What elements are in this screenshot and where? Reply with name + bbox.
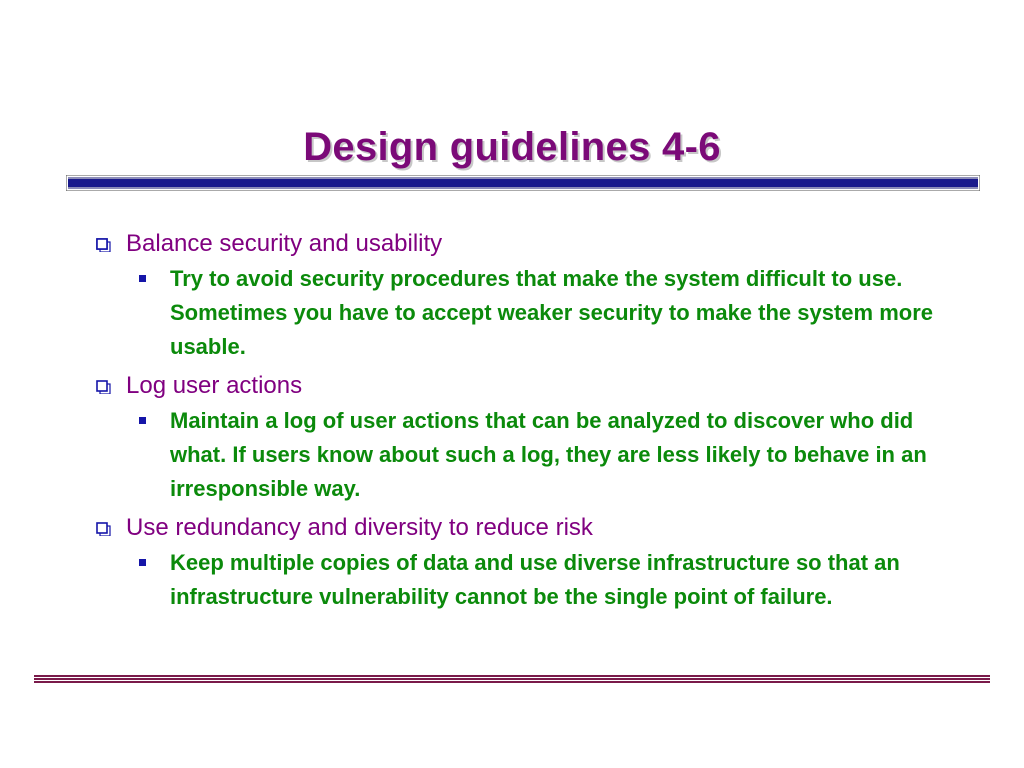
bullet-heading <box>96 228 956 260</box>
bullet-detail <box>170 404 956 506</box>
filled-square-icon <box>139 417 146 424</box>
filled-square-icon <box>139 559 146 566</box>
bullet-detail <box>170 262 956 364</box>
bullet-heading-text: Log user actions <box>126 372 303 399</box>
bullet-heading-text: Balance security and usability <box>126 230 443 257</box>
footer-divider <box>34 673 990 685</box>
bullet-detail-text: Keep multiple copies of data and use diverse infrastructure so that an infrastructure vulnerability cannot be the single point of failure. <box>170 550 900 609</box>
bullet-detail <box>170 546 956 614</box>
bullet-heading <box>96 370 956 402</box>
hollow-square-icon <box>96 378 112 394</box>
bullet-list <box>96 228 956 620</box>
title-divider <box>66 175 980 191</box>
bullet-detail-text: Maintain a log of user actions that can be analyzed to discover who did what. If users know about such a log, they are less likely to behave in an irresponsible way. <box>170 408 927 501</box>
bullet-detail-text: Try to avoid security procedures that make the system difficult to use. Sometimes you have to accept weaker security to make the system more usable. <box>170 266 933 359</box>
filled-square-icon <box>139 275 146 282</box>
hollow-square-icon <box>96 236 112 252</box>
hollow-square-icon <box>96 520 112 536</box>
bullet-heading <box>96 512 956 544</box>
slide-title: Design guidelines 4-6 <box>303 125 721 169</box>
bullet-heading-text: Use redundancy and diversity to reduce risk <box>126 514 593 541</box>
